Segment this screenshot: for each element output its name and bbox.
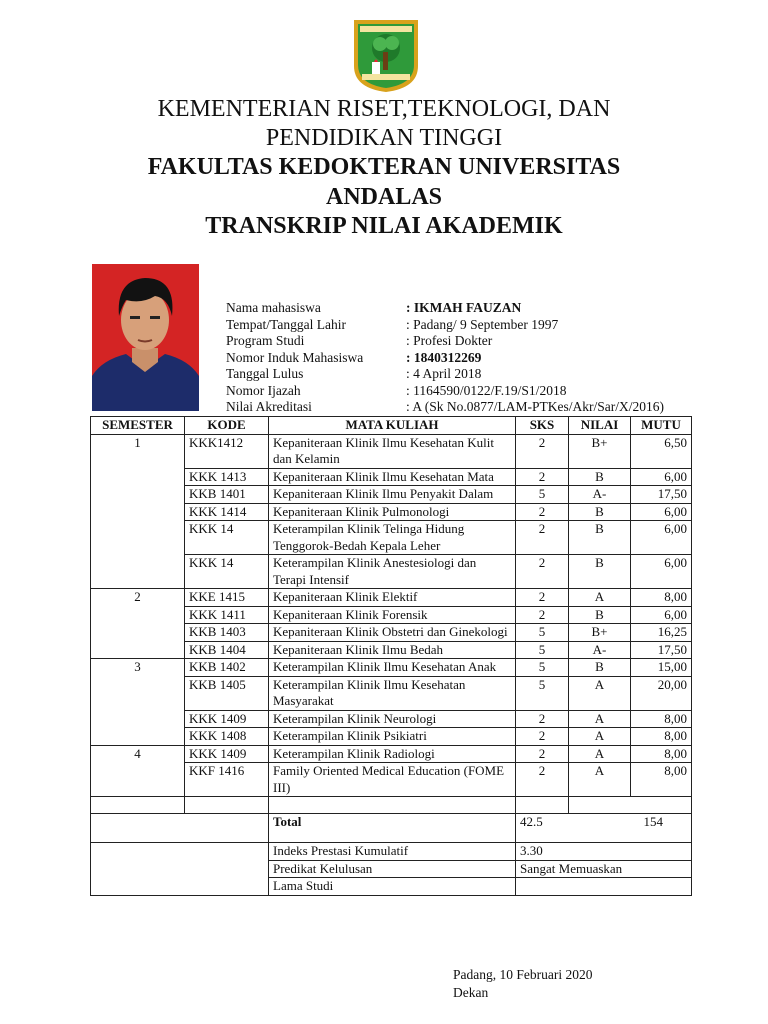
total-label: Total [269,814,516,843]
mata-kuliah-cell: Keterampilan Klinik Ilmu Kesehatan Anak [269,659,516,677]
mata-kuliah-cell: Keterampilan Klinik Neurologi [269,710,516,728]
kode-cell: KKK 14 [185,521,269,555]
mutu-cell: 8,00 [631,763,692,797]
sks-cell: 2 [516,503,569,521]
sks-cell: 2 [516,728,569,746]
kode-cell: KKB 1404 [185,641,269,659]
sks-cell: 2 [516,434,569,468]
nilai-cell: A [569,763,631,797]
kode-cell: KKK 1409 [185,745,269,763]
kode-cell: KKK 1411 [185,606,269,624]
ipk-label: Indeks Prestasi Kumulatif [269,843,516,861]
mutu-cell: 16,25 [631,624,692,642]
sks-cell: 2 [516,745,569,763]
sks-cell: 2 [516,521,569,555]
total-mutu: 154 [643,814,663,829]
signature-title: Dekan [453,985,489,1000]
kode-cell: KKK 14 [185,555,269,589]
nilai-cell: A [569,745,631,763]
ipk-value: 3.30 [516,843,692,861]
document-title: TRANSKRIP NILAI AKADEMIK [205,213,563,239]
mata-kuliah-cell: Kepaniteraan Klinik Ilmu Kesehatan Mata [269,468,516,486]
mutu-cell: 8,00 [631,589,692,607]
mata-kuliah-cell: Keterampilan Klinik Ilmu Kesehatan Masyarakat [269,676,516,710]
header-semester: SEMESTER [91,417,185,435]
mata-kuliah-cell: Kepaniteraan Klinik Forensik [269,606,516,624]
university-logo [352,18,420,94]
nilai-cell: A [569,728,631,746]
ipk-row [91,843,692,861]
info-label: Program Studi [226,333,305,348]
ministry-title-line1: KEMENTERIAN RISET,TEKNOLOGI, DAN [157,96,611,122]
mutu-cell: 17,50 [631,641,692,659]
mutu-cell: 6,00 [631,555,692,589]
total-row [91,814,692,843]
mutu-cell: 8,00 [631,710,692,728]
kode-cell: KKB 1402 [185,659,269,677]
mata-kuliah-cell: Kepaniteraan Klinik Obstetri dan Ginekologi [269,624,516,642]
nilai-cell: B [569,606,631,624]
nilai-cell: A [569,589,631,607]
info-label: Tempat/Tanggal Lahir [226,316,346,332]
kode-cell: KKK 1413 [185,468,269,486]
mutu-cell: 20,00 [631,676,692,710]
info-value: : 1840312269 [406,349,482,365]
header-mata-kuliah: MATA KULIAH [269,417,516,435]
lama-studi-value [516,878,692,896]
kode-cell: KKE 1415 [185,589,269,607]
nilai-cell: A- [569,641,631,659]
sks-cell: 5 [516,624,569,642]
kode-cell: KKB 1403 [185,624,269,642]
semester-cell: 4 [91,745,185,797]
ministry-title-line2: PENDIDIKAN TINGGI [265,125,503,151]
signature-place-date: Padang, 10 Februari 2020 [453,967,593,982]
sks-cell: 2 [516,468,569,486]
nilai-cell: B [569,503,631,521]
table-header-row [91,417,692,435]
sks-cell: 2 [516,710,569,728]
signature-block [453,966,592,1002]
mata-kuliah-cell: Kepaniteraan Klinik Pulmonologi [269,503,516,521]
kode-cell: KKK1412 [185,434,269,468]
mutu-cell: 17,50 [631,486,692,504]
info-value: : Padang/ 9 September 1997 [406,316,559,332]
kode-cell: KKK 1408 [185,728,269,746]
predikat-value: Sangat Memuaskan [516,860,692,878]
grades-table [90,416,692,896]
kode-cell: KKK 1409 [185,710,269,728]
info-value: : IKMAH FAUZAN [406,300,522,315]
mata-kuliah-cell: Kepaniteraan Klinik Ilmu Bedah [269,641,516,659]
nilai-cell: A [569,676,631,710]
table-row [91,745,692,763]
nilai-cell: B [569,555,631,589]
mata-kuliah-cell: Kepaniteraan Klinik Ilmu Kesehatan Kulit dan Kelamin [269,434,516,468]
info-label: Tanggal Lulus [226,366,304,381]
mutu-cell: 6,00 [631,521,692,555]
nilai-cell: A [569,710,631,728]
total-sks: 42.5 [520,814,543,829]
total-values [516,814,692,843]
mata-kuliah-cell: Keterampilan Klinik Telinga Hidung Tenggorok-Bedah Kepala Leher [269,521,516,555]
mata-kuliah-cell: Kepaniteraan Klinik Ilmu Penyakit Dalam [269,486,516,504]
kode-cell: KKB 1401 [185,486,269,504]
mutu-cell: 6,00 [631,468,692,486]
sks-cell: 5 [516,641,569,659]
mata-kuliah-cell: Keterampilan Klinik Radiologi [269,745,516,763]
mata-kuliah-cell: Family Oriented Medical Education (FOME III) [269,763,516,797]
predikat-label: Predikat Kelulusan [269,860,516,878]
nilai-cell: B [569,659,631,677]
semester-cell: 1 [91,434,185,589]
info-value: : A (Sk No.0877/LAM-PTKes/Akr/Sar/X/2016) [406,399,664,414]
mutu-cell: 8,00 [631,728,692,746]
mata-kuliah-cell: Kepaniteraan Klinik Elektif [269,589,516,607]
mutu-cell: 6,50 [631,434,692,468]
semester-cell: 3 [91,659,185,746]
student-photo [92,264,199,411]
mutu-cell: 6,00 [631,606,692,624]
sks-cell: 2 [516,589,569,607]
header-kode: KODE [185,417,269,435]
header-nilai: NILAI [569,417,631,435]
sks-cell: 5 [516,486,569,504]
info-value: : Profesi Dokter [406,333,493,348]
nilai-cell: B+ [569,624,631,642]
table-row [91,659,692,677]
kode-cell: KKB 1405 [185,676,269,710]
info-value: : 4 April 2018 [406,366,482,381]
table-row-blank [91,797,692,814]
table-row [91,589,692,607]
header-mutu: MUTU [631,417,692,435]
info-label: Nomor Ijazah [226,382,301,398]
info-label: Nama mahasiswa [226,300,321,315]
nilai-cell: A- [569,486,631,504]
lama-studi-label: Lama Studi [269,878,516,896]
sks-cell: 5 [516,676,569,710]
nilai-cell: B [569,521,631,555]
info-value: : 1164590/0122/F.19/S1/2018 [406,382,567,398]
nilai-cell: B [569,468,631,486]
mutu-cell: 8,00 [631,745,692,763]
info-label: Nilai Akreditasi [226,399,312,414]
mutu-cell: 6,00 [631,503,692,521]
info-label: Nomor Induk Mahasiswa [226,349,364,365]
header-sks: SKS [516,417,569,435]
faculty-title-line2: ANDALAS [325,184,442,210]
nilai-cell: B+ [569,434,631,468]
sks-cell: 2 [516,555,569,589]
faculty-title-line1: FAKULTAS KEDOKTERAN UNIVERSITAS [147,154,621,180]
semester-cell: 2 [91,589,185,659]
sks-cell: 2 [516,763,569,797]
table-row [91,434,692,468]
mata-kuliah-cell: Keterampilan Klinik Psikiatri [269,728,516,746]
mata-kuliah-cell: Keterampilan Klinik Anestesiologi dan Terapi Intensif [269,555,516,589]
mutu-cell: 15,00 [631,659,692,677]
sks-cell: 5 [516,659,569,677]
kode-cell: KKF 1416 [185,763,269,797]
sks-cell: 2 [516,606,569,624]
kode-cell: KKK 1414 [185,503,269,521]
